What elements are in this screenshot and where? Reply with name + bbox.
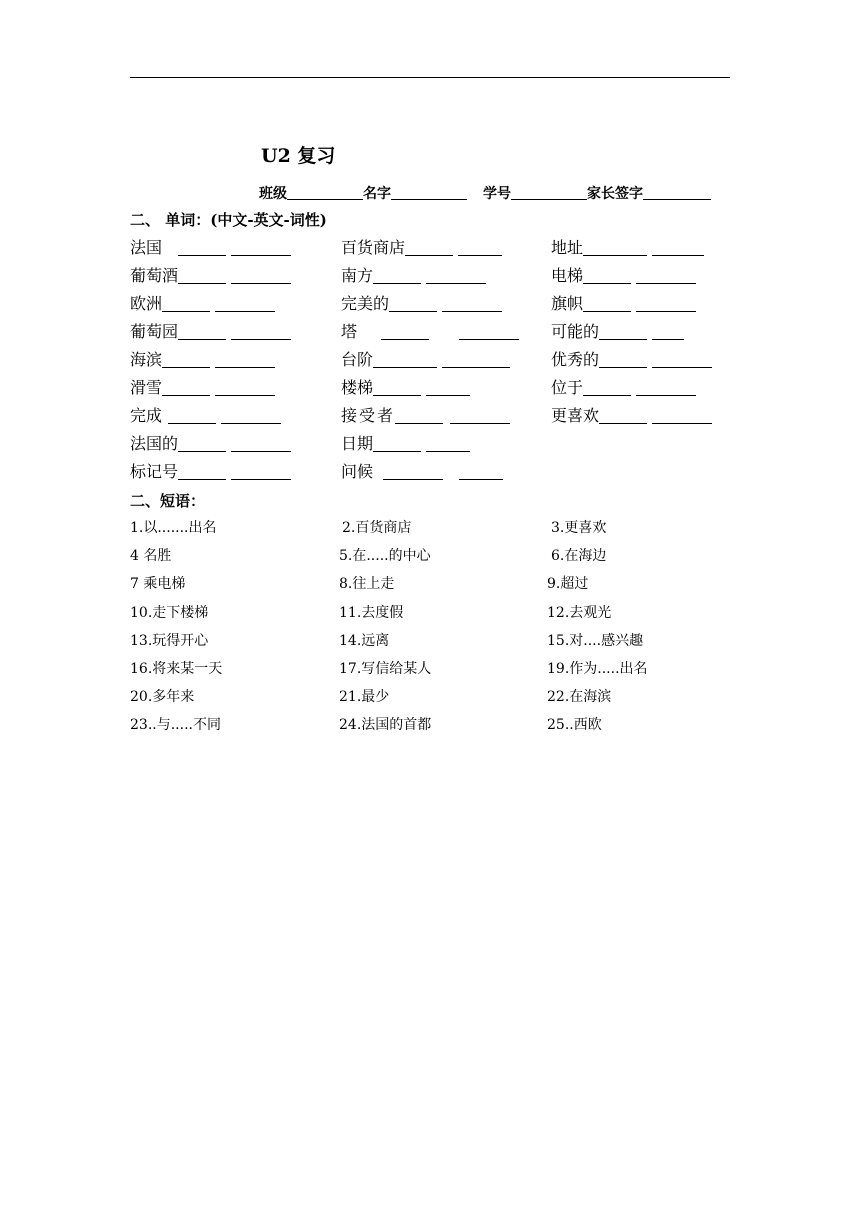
phrase-item: 22.在海滨	[547, 689, 612, 706]
answer-blank[interactable]	[459, 323, 519, 340]
vocab-item: 完美的	[341, 291, 502, 314]
answer-blank[interactable]	[178, 323, 226, 340]
vocab-item: 南方	[341, 263, 486, 286]
vocab-row	[130, 431, 730, 459]
vocab-row	[130, 347, 730, 375]
phrase-row	[130, 573, 730, 601]
phrase-item: 3.更喜欢	[551, 520, 607, 536]
answer-blank[interactable]	[178, 267, 226, 284]
answer-blank[interactable]	[215, 379, 275, 396]
answer-blank[interactable]	[583, 379, 631, 396]
answer-blank[interactable]	[652, 407, 712, 424]
phrase-item: 6.在海边	[551, 548, 607, 565]
phrase-row	[130, 658, 730, 686]
class-label: 班级	[259, 186, 287, 202]
phrase-item: 19.作为.....出名	[547, 660, 648, 677]
vocab-heading: 二、 单词：(中文-英文-词性)	[130, 211, 327, 229]
phrase-item: 15.对....感兴趣	[547, 632, 644, 649]
answer-blank[interactable]	[636, 295, 696, 312]
answer-blank[interactable]	[442, 351, 510, 368]
answer-blank[interactable]	[178, 239, 226, 256]
vocab-row	[130, 235, 730, 263]
vocab-item: 法国	[130, 235, 291, 258]
answer-blank[interactable]	[450, 407, 510, 424]
vocab-item: 电梯	[551, 263, 696, 286]
vocab-item: 百货商店	[341, 235, 502, 258]
vocab-item: 葡萄园	[130, 319, 291, 342]
vocab-item: 地址	[551, 235, 704, 258]
vocab-item: 接受者	[341, 403, 510, 426]
answer-blank[interactable]	[178, 463, 226, 480]
phrase-heading: 二、短语：	[130, 492, 206, 510]
answer-blank[interactable]	[442, 295, 502, 312]
page-title: U2 复习	[261, 145, 336, 167]
answer-blank[interactable]	[583, 267, 631, 284]
phrase-item: 7 乘电梯	[130, 576, 186, 593]
answer-blank[interactable]	[373, 351, 437, 368]
answer-blank[interactable]	[373, 267, 421, 284]
phrase-item: 1.以.......出名	[130, 520, 217, 536]
answer-blank[interactable]	[373, 379, 421, 396]
answer-blank[interactable]	[583, 295, 631, 312]
vocab-item: 标记号	[130, 459, 291, 482]
vocab-item: 可能的	[551, 319, 684, 342]
answer-blank[interactable]	[636, 267, 696, 284]
vocab-row	[130, 291, 730, 319]
answer-blank[interactable]	[178, 435, 226, 452]
vocab-item: 滑雪	[130, 375, 275, 398]
answer-blank[interactable]	[426, 267, 486, 284]
phrase-item: 17.写信给某人	[339, 660, 432, 677]
answer-blank[interactable]	[458, 239, 502, 256]
phrase-row	[130, 602, 730, 630]
phrase-item: 9.超过	[547, 576, 589, 593]
phrase-item: 4 名胜	[130, 548, 172, 565]
phrase-row	[130, 517, 730, 545]
phrase-item: 8.往上走	[339, 576, 395, 593]
vocab-row	[130, 459, 730, 487]
vocab-item: 日期	[341, 431, 470, 454]
student-info-line	[259, 183, 711, 203]
vocab-item: 塔	[341, 319, 519, 342]
answer-blank[interactable]	[599, 351, 647, 368]
answer-blank[interactable]	[231, 435, 291, 452]
phrase-item: 11.去度假	[339, 604, 404, 621]
answer-blank[interactable]	[599, 407, 647, 424]
vocab-item: 欧洲	[130, 291, 275, 314]
answer-blank[interactable]	[395, 407, 443, 424]
vocab-item: 问候	[341, 459, 503, 482]
vocab-item: 位于	[551, 375, 696, 398]
phrase-item: 5.在.....的中心	[339, 548, 431, 565]
answer-blank[interactable]	[426, 379, 470, 396]
vocab-item: 海滨	[130, 347, 275, 370]
name-label: 名字	[363, 186, 391, 202]
vocab-row	[130, 263, 730, 291]
vocab-item: 法国的	[130, 431, 291, 454]
name-blank[interactable]	[391, 185, 467, 200]
phrase-item: 16.将来某一天	[130, 660, 223, 677]
answer-blank[interactable]	[168, 407, 216, 424]
phrase-item: 21.最少	[339, 689, 390, 706]
answer-blank[interactable]	[389, 295, 437, 312]
answer-blank[interactable]	[652, 239, 704, 256]
vocab-row	[130, 375, 730, 403]
answer-blank[interactable]	[405, 239, 453, 256]
vocab-item: 更喜欢	[551, 403, 712, 426]
answer-blank[interactable]	[162, 295, 210, 312]
vocab-item: 完成	[130, 403, 281, 426]
answer-blank[interactable]	[459, 463, 503, 480]
phrase-grid	[130, 517, 730, 743]
answer-blank[interactable]	[652, 323, 684, 340]
answer-blank[interactable]	[162, 351, 210, 368]
phrase-item: 24.法国的首都	[339, 717, 432, 734]
phrase-item: 13.玩得开心	[130, 632, 209, 649]
phrase-item: 14.远离	[339, 632, 390, 649]
answer-blank[interactable]	[383, 463, 443, 480]
class-blank[interactable]	[287, 185, 363, 200]
answer-blank[interactable]	[426, 435, 470, 452]
phrase-item: 20.多年来	[130, 689, 195, 706]
parent-signature-blank[interactable]	[643, 185, 711, 200]
vocab-grid	[130, 235, 730, 487]
answer-blank[interactable]	[215, 295, 275, 312]
parent-signature-label: 家长签字	[587, 186, 643, 202]
vocab-row	[130, 403, 730, 431]
answer-blank[interactable]	[231, 463, 291, 480]
vocab-item: 葡萄酒	[130, 263, 291, 286]
answer-blank[interactable]	[231, 323, 291, 340]
header-rule	[130, 77, 730, 78]
answer-blank[interactable]	[373, 435, 421, 452]
phrase-row	[130, 630, 730, 658]
answer-blank[interactable]	[381, 323, 429, 340]
phrase-item: 12.去观光	[547, 604, 612, 621]
student-id-blank[interactable]	[511, 185, 587, 200]
phrase-item: 23..与.....不同	[130, 717, 221, 734]
answer-blank[interactable]	[231, 239, 291, 256]
phrase-item: 10.走下楼梯	[130, 604, 209, 621]
student-id-label: 学号	[483, 186, 511, 202]
answer-blank[interactable]	[583, 239, 647, 256]
phrase-row	[130, 686, 730, 714]
phrase-item: 2.百货商店	[342, 520, 412, 536]
vocab-item: 台阶	[341, 347, 510, 370]
vocab-row	[130, 319, 730, 347]
answer-blank[interactable]	[652, 351, 712, 368]
answer-blank[interactable]	[231, 267, 291, 284]
answer-blank[interactable]	[636, 379, 696, 396]
phrase-row	[130, 714, 730, 742]
vocab-item: 旗帜	[551, 291, 696, 314]
answer-blank[interactable]	[599, 323, 647, 340]
vocab-item: 楼梯	[341, 375, 470, 398]
vocab-item: 优秀的	[551, 347, 712, 370]
phrase-item: 25..西欧	[547, 717, 602, 734]
phrase-row	[130, 545, 730, 573]
answer-blank[interactable]	[162, 379, 210, 396]
answer-blank[interactable]	[221, 407, 281, 424]
answer-blank[interactable]	[215, 351, 275, 368]
